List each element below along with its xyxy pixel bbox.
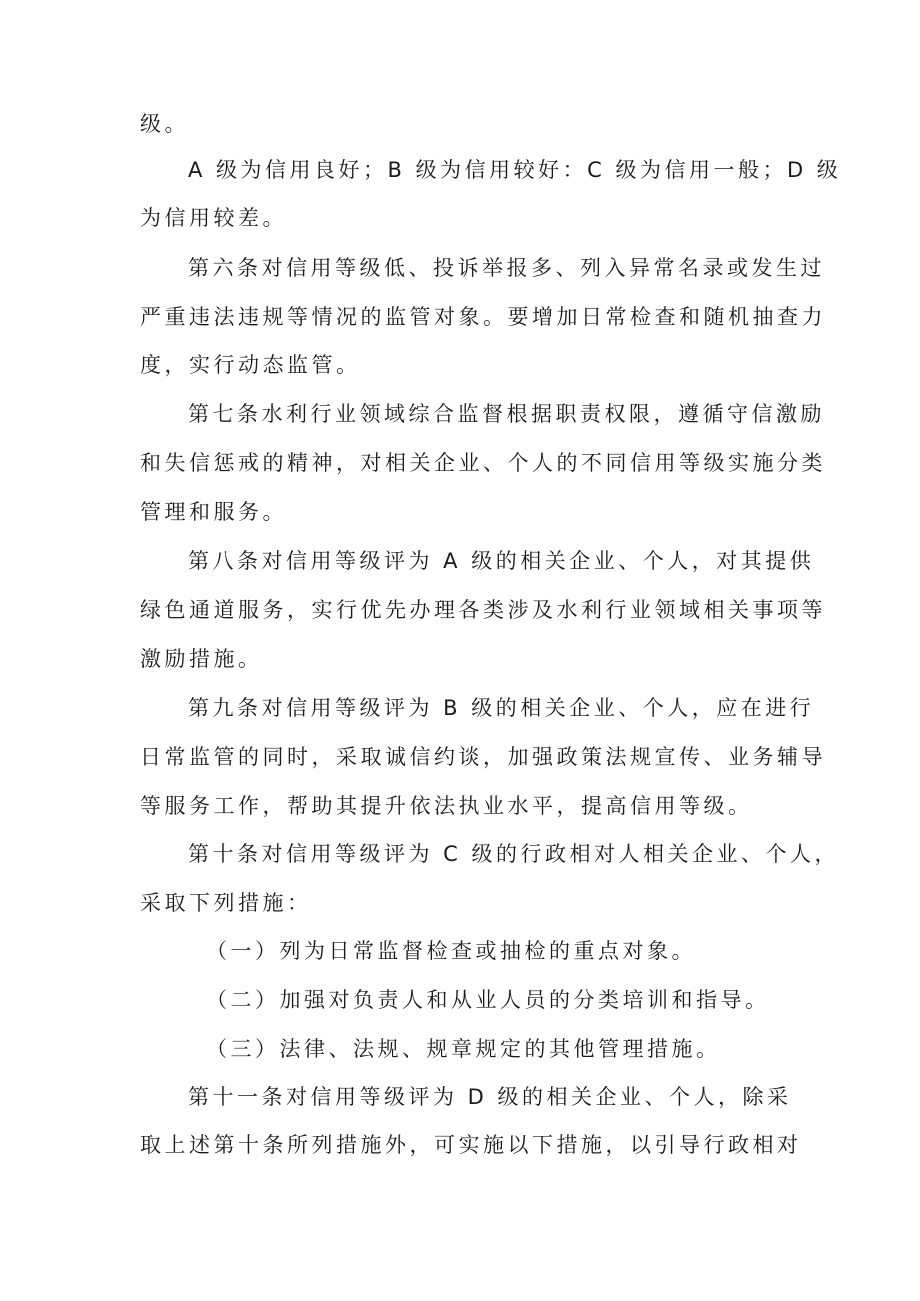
article-8-line: 第八条对信用等级评为 A 级的相关企业、个人，对其提供 [188,549,815,573]
text-line: 为信用较差。 [140,206,287,230]
text-line: 级。 [140,112,189,136]
text-line: 日常监管的同时，采取诚信约谈，加强政策法规宣传、业务辅导 [140,745,826,769]
article-11-line: 第十一条对信用等级评为 D 级的相关企业、个人，除采 [188,1085,792,1109]
text-line: 严重违法违规等情况的监管对象。要增加日常检查和随机抽查力 [140,305,826,329]
text-line: 等服务工作，帮助其提升依法执业水平，提高信用等级。 [140,794,753,818]
article-9-line: 第九条对信用等级评为 B 级的相关企业、个人，应在进行 [188,696,815,720]
article-7-line: 第七条水利行业领域综合监督根据职责权限，遵循守信激励 [188,402,825,426]
text-line: 取上述第十条所列措施外，可实施以下措施，以引导行政相对 [140,1133,802,1157]
article-6-line: 第六条对信用等级低、投诉举报多、列入异常名录或发生过 [188,256,825,280]
article-10-line: 第十条对信用等级评为 C 级的行政相对人相关企业、个人， [188,842,840,866]
text-line: 采取下列措施： [140,891,312,915]
list-item-1: （一）列为日常监督检查或抽检的重点对象。 [206,939,696,963]
text-line: 激励措施。 [140,647,263,671]
text-line: 管理和服务。 [140,500,287,524]
text-line: 度，实行动态监管。 [140,353,361,377]
text-line: 绿色通道服务，实行优先办理各类涉及水利行业领域相关事项等 [140,598,826,622]
list-item-3: （三）法律、法规、规章规定的其他管理措施。 [206,1037,721,1061]
text-line: 和失信惩戒的精神，对相关企业、个人的不同信用等级实施分类 [140,451,826,475]
text-line: A 级为信用良好；B 级为信用较好：C 级为信用一般；D 级 [188,158,842,182]
list-item-2: （二）加强对负责人和从业人员的分类培训和指导。 [206,988,770,1012]
